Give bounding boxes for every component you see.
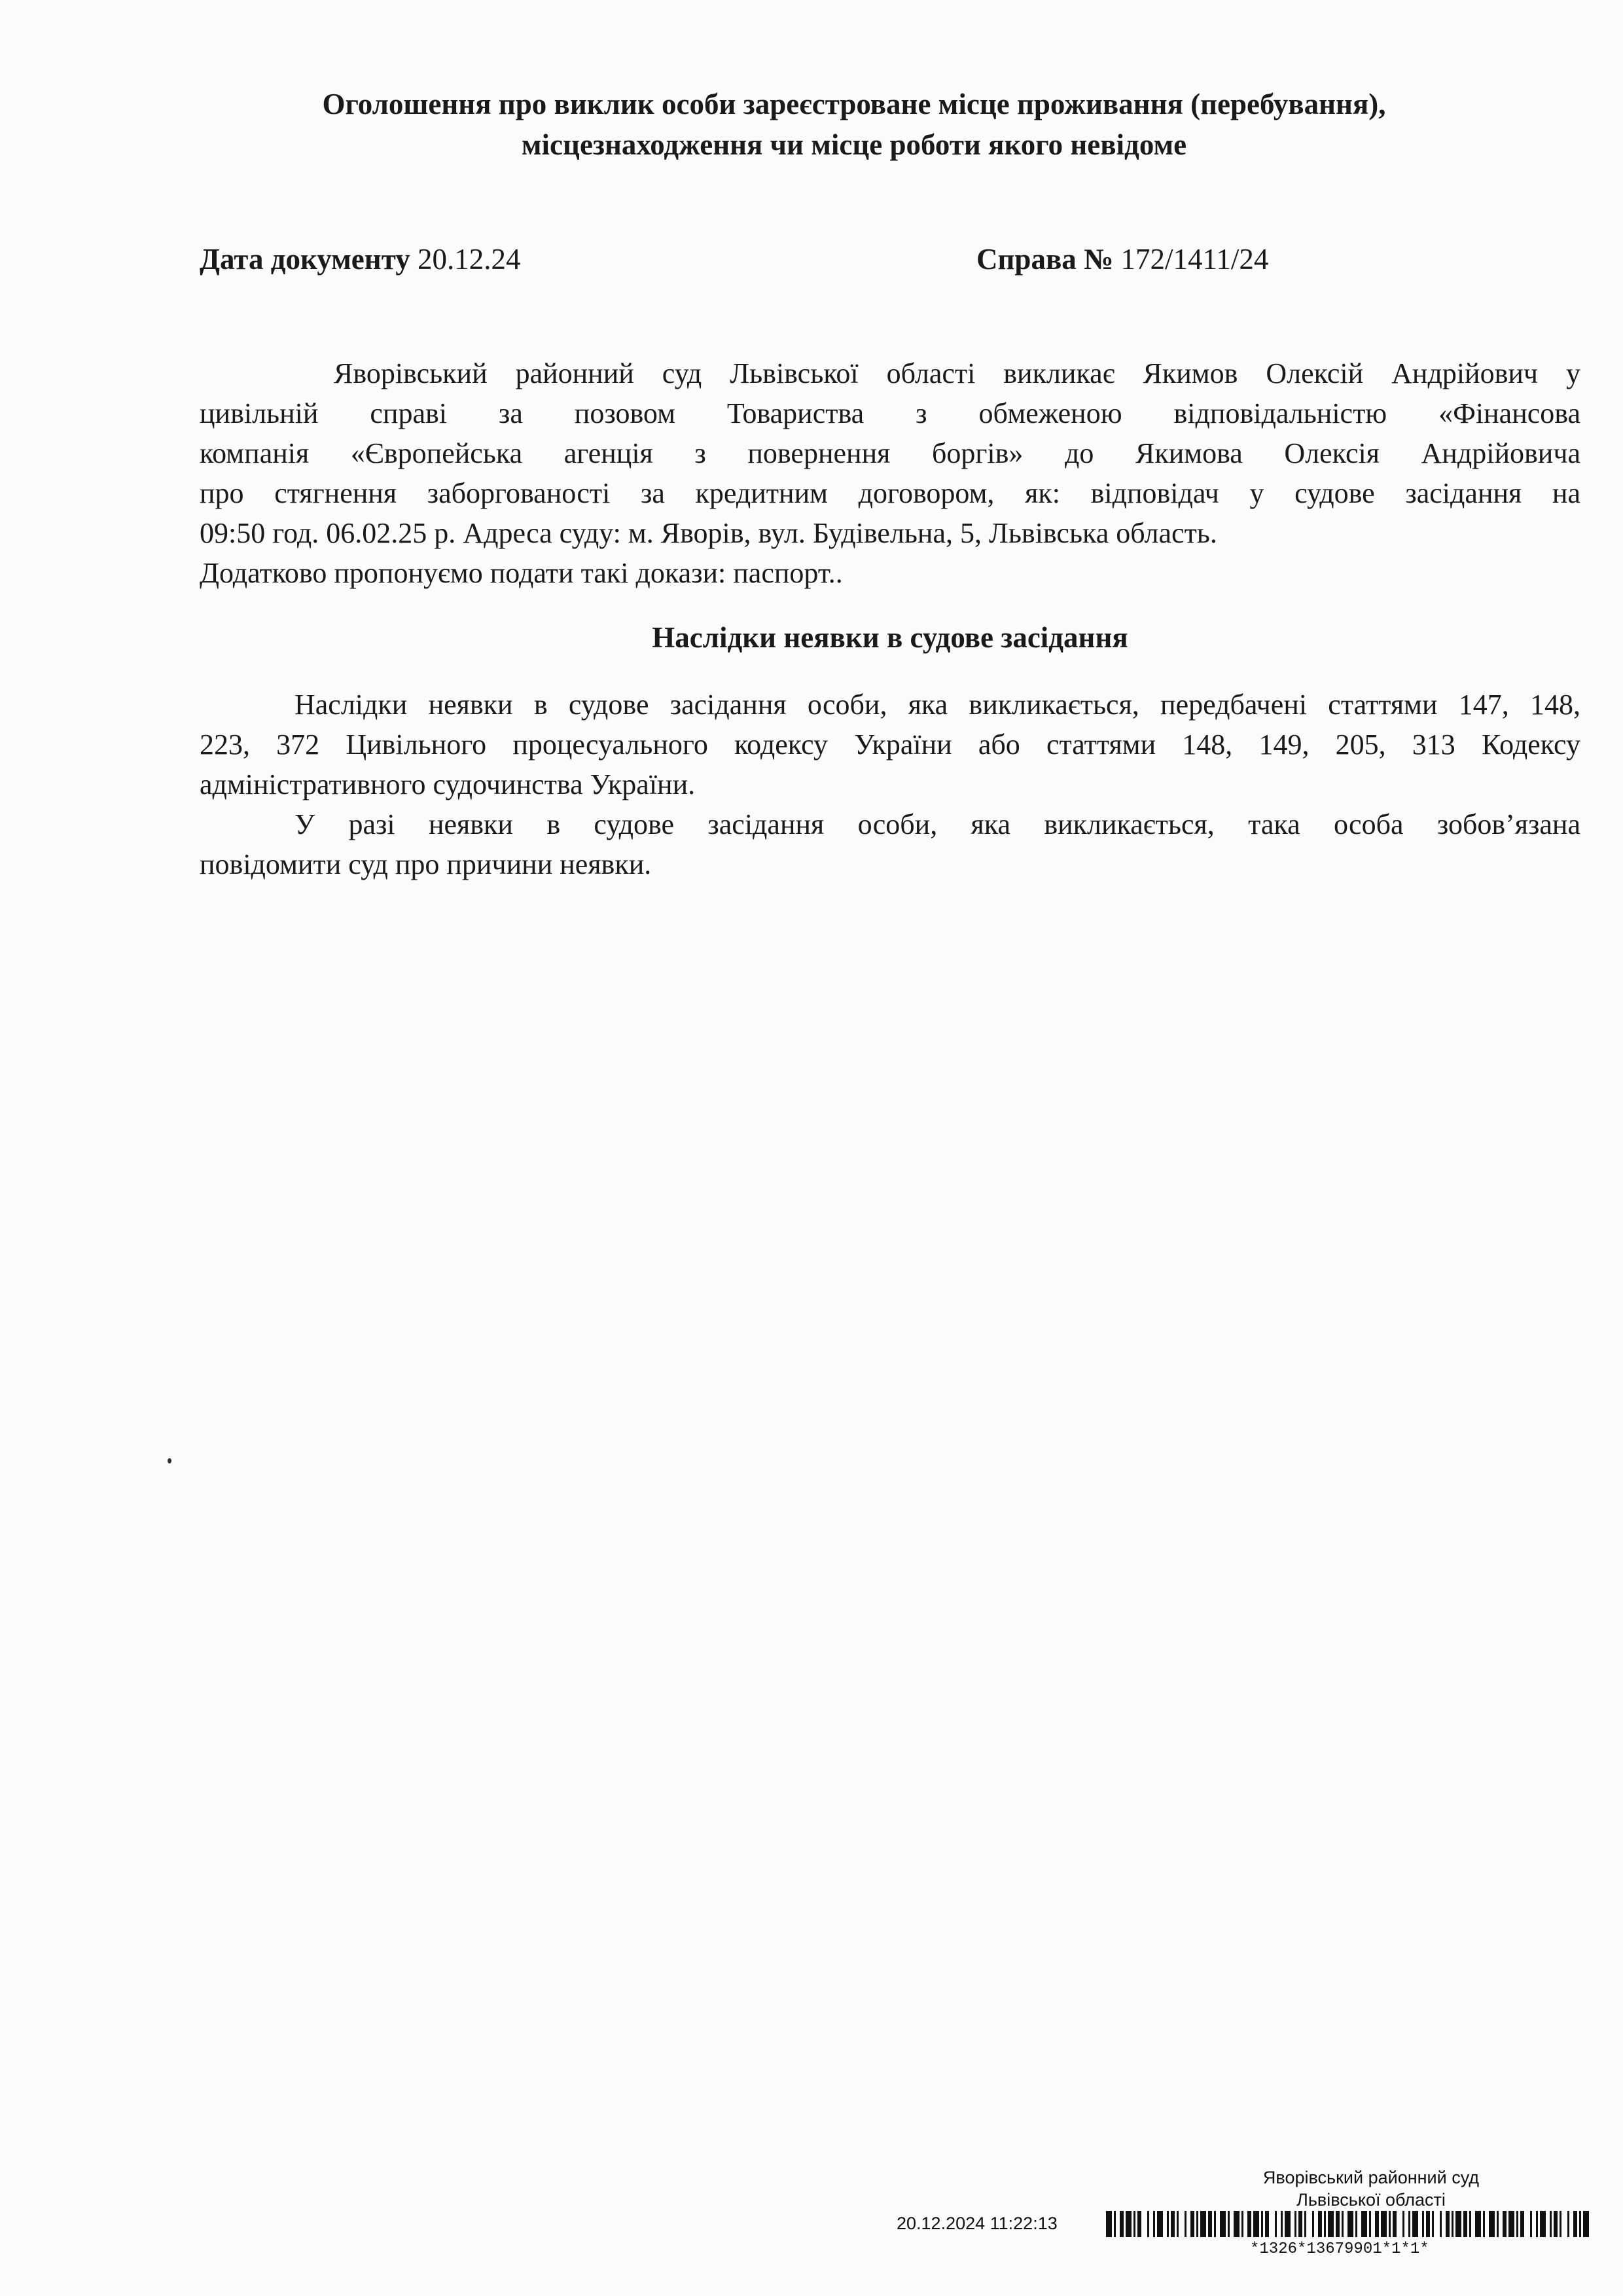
- date-label: Дата документу: [200, 243, 410, 276]
- registry-stamp: [897, 2166, 1590, 2291]
- summons-paragraph: [200, 353, 1580, 593]
- title-line-2: місцезнаходження чи місце роботи якого невідоме: [521, 128, 1187, 161]
- stamp-court-line-2: Львівської області: [1296, 2190, 1446, 2210]
- paragraph-line: Додатково пропонуємо подати такі докази: паспорт..: [200, 557, 843, 589]
- paragraph-line: компанія «Європейська агенція з повернення боргів» до Якимова Олексія Андрійовича: [200, 437, 1580, 469]
- stamp-court-line-1: Яворівський районний суд: [1262, 2168, 1480, 2187]
- consequences-paragraph: [200, 685, 1580, 884]
- barcode-icon: [1106, 2211, 1590, 2237]
- consequences-heading: Наслідки неявки в судове засідання: [652, 621, 1128, 654]
- case-number: [976, 240, 1268, 279]
- paragraph-line: про стягнення заборгованості за кредитним договором, як: відповідач у судове засідання на: [200, 477, 1580, 509]
- document-title: [196, 84, 1512, 165]
- paragraph-line: Яворівський районний суд Львівської області викликає Якимов Олексій Андрійович у: [334, 357, 1580, 389]
- paragraph-line: 09:50 год. 06.02.25 р. Адреса суду: м. Яворів, вул. Будівельна, 5, Львівська область.: [200, 517, 1217, 549]
- stamp-court-name: [1224, 2166, 1518, 2211]
- case-value: 172/1411/24: [1120, 243, 1269, 276]
- stamp-code: *1326*13679901*1*1*: [1250, 2240, 1429, 2258]
- title-line-1: Оголошення про виклик особи зареєстроване місце проживання (перебування),: [322, 88, 1386, 120]
- scan-speck: [168, 1458, 171, 1463]
- paragraph-line: повідомити суд про причини неявки.: [200, 848, 652, 880]
- paragraph-line: 223, 372 Цивільного процесуального кодексу України або статтями 148, 149, 205, 313 Кодексу: [200, 728, 1580, 761]
- stamp-timestamp: 20.12.2024 11:22:13: [897, 2214, 1058, 2233]
- case-label: Справа №: [976, 243, 1114, 276]
- date-value: 20.12.24: [417, 243, 521, 276]
- paragraph-line: У разі неявки в судове засідання особи, яка викликається, така особа зобов’язана: [294, 808, 1580, 840]
- paragraph-line: Наслідки неявки в судове засідання особи, яка викликається, передбачені статтями 147, 148,: [294, 689, 1580, 721]
- document-date: [200, 240, 520, 279]
- paragraph-line: адміністративного судочинства України.: [200, 768, 696, 800]
- paragraph-line: цивільній справі за позовом Товариства з обмеженою відповідальністю «Фінансова: [200, 397, 1580, 429]
